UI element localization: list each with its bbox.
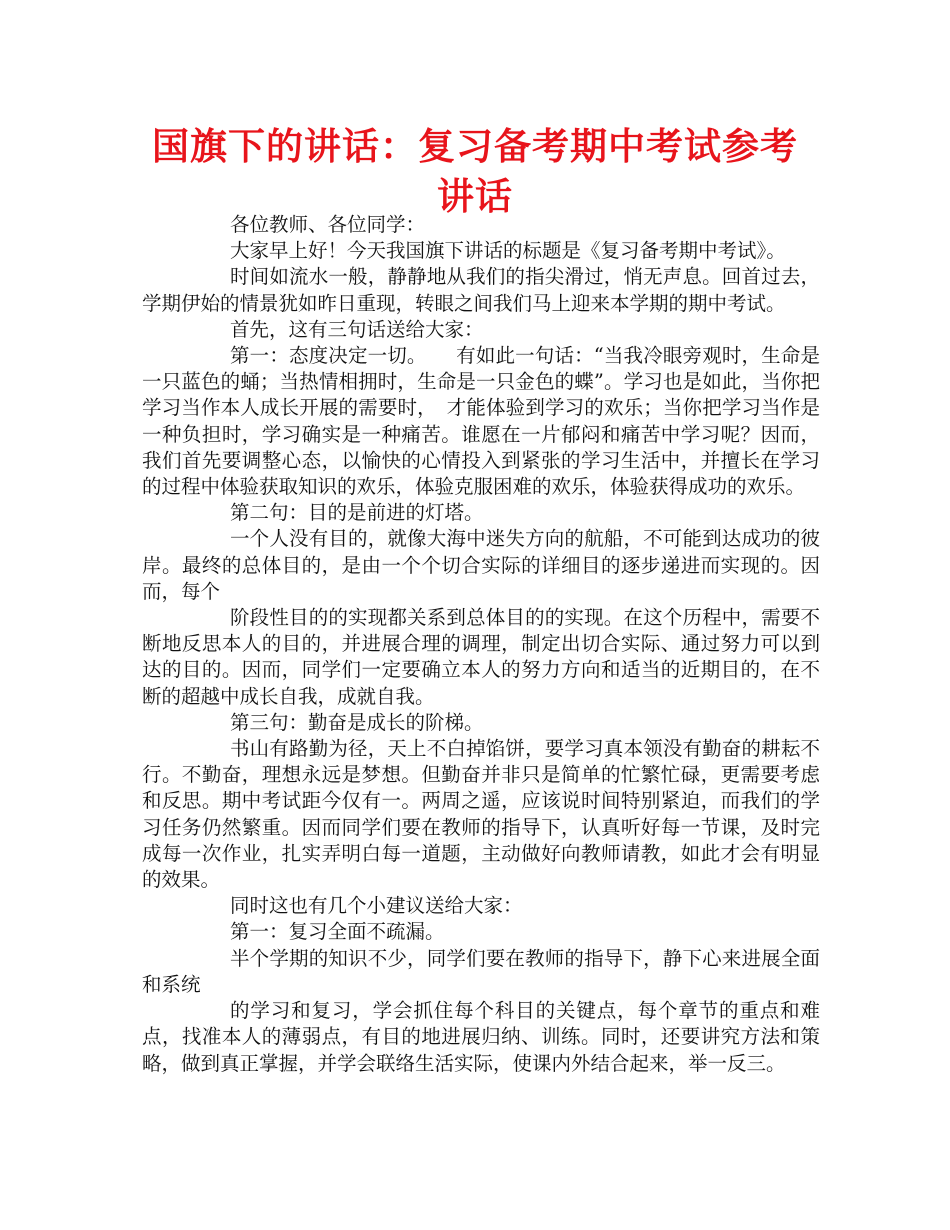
paragraph: 第二句：目的是前进的灯塔。 (230, 501, 484, 525)
paragraph: 第三句：勤奋是成长的阶梯。 (230, 710, 484, 734)
paragraph: 第一：复习全面不疏漏。 (230, 920, 445, 944)
paragraph: 首先，这有三句话送给大家： (230, 317, 484, 341)
paragraph: 同时这也有几个小建议送给大家： (230, 894, 523, 918)
paragraph: 大家早上好！今天我国旗下讲话的标题是《复习备考期中考试》。 (230, 239, 786, 263)
document-title: 国旗下的讲话：复习备考期中考试参考讲话 (152, 125, 798, 218)
paragraph: 书山有路勤为径，天上不白掉馅饼，要学习真本领没有勤奋的耕耘不行。不勤奋，理想永远是梦想。但勤奋并非只是简单的忙繁忙碌，更需要考虑和反思。期中考试距今仅有一。两周之遥，应该说时间特别紧迫，而我们的学习任务仍然繁重。因而同学们要在教师的指导下，认真听好每一节课，及时完成每一次作业，扎实弄明白每一道题，主动做好向教师请教，如此才会有明显的效果。 (142, 737, 820, 892)
paragraph: 半个学期的知识不少，同学们要在教师的指导下，静下心来进展全面和系统 (142, 946, 820, 996)
paragraph: 第一：态度决定一切。 有如此一句话：“当我冷眼旁观时，生命是一只蓝色的蛹；当热情相拥时，生命是一只金色的蝶”。学习也是如此，当你把学习当作本人成长开展的需要时， 才能体验到学习的欢乐；当你把学习当作是一种负担时，学习确实是一种痛苦。谁愿在一片郁闷和痛苦中学习呢？因而，我们首先要调整心态，以愉快的心情投入到紧张的学习生活中，并擅长在学习的过程中体验获取知识的欢乐，体验克服困难的欢乐，体验获得成功的欢乐。 (142, 344, 820, 499)
paragraph: 各位教师、各位同学： (230, 213, 426, 236)
paragraph: 阶段性目的的实现都关系到总体目的的实现。在这个历程中，需要不断地反思本人的目的，并进展合理的调理，制定出切合实际、通过努力可以到达的目的。因而，同学们一定要确立本人的努力方向和适当的近期目的，在不断的超越中成长自我，成就自我。 (142, 606, 820, 708)
paragraph: 时间如流水一般，静静地从我们的指尖滑过，悄无声息。回首过去，学期伊始的情景犹如昨日重现，转眼之间我们马上迎来本学期的期中考试。 (142, 265, 820, 315)
document-body (142, 212, 820, 1077)
paragraph: 的学习和复习，学会抓住每个科目的关键点，每个章节的重点和难点，找准本人的薄弱点，有目的地进展归纳、训练。同时，还要讲究方法和策略，做到真正掌握，并学会联络生活实际，使课内外结合起来，举一反三。 (142, 999, 820, 1075)
paragraph: 一个人没有目的，就像大海中迷失方向的航船，不可能到达成功的彼岸。最终的总体目的，是由一个个切合实际的详细目的逐步递进而实现的。因而，每个 (142, 527, 820, 603)
